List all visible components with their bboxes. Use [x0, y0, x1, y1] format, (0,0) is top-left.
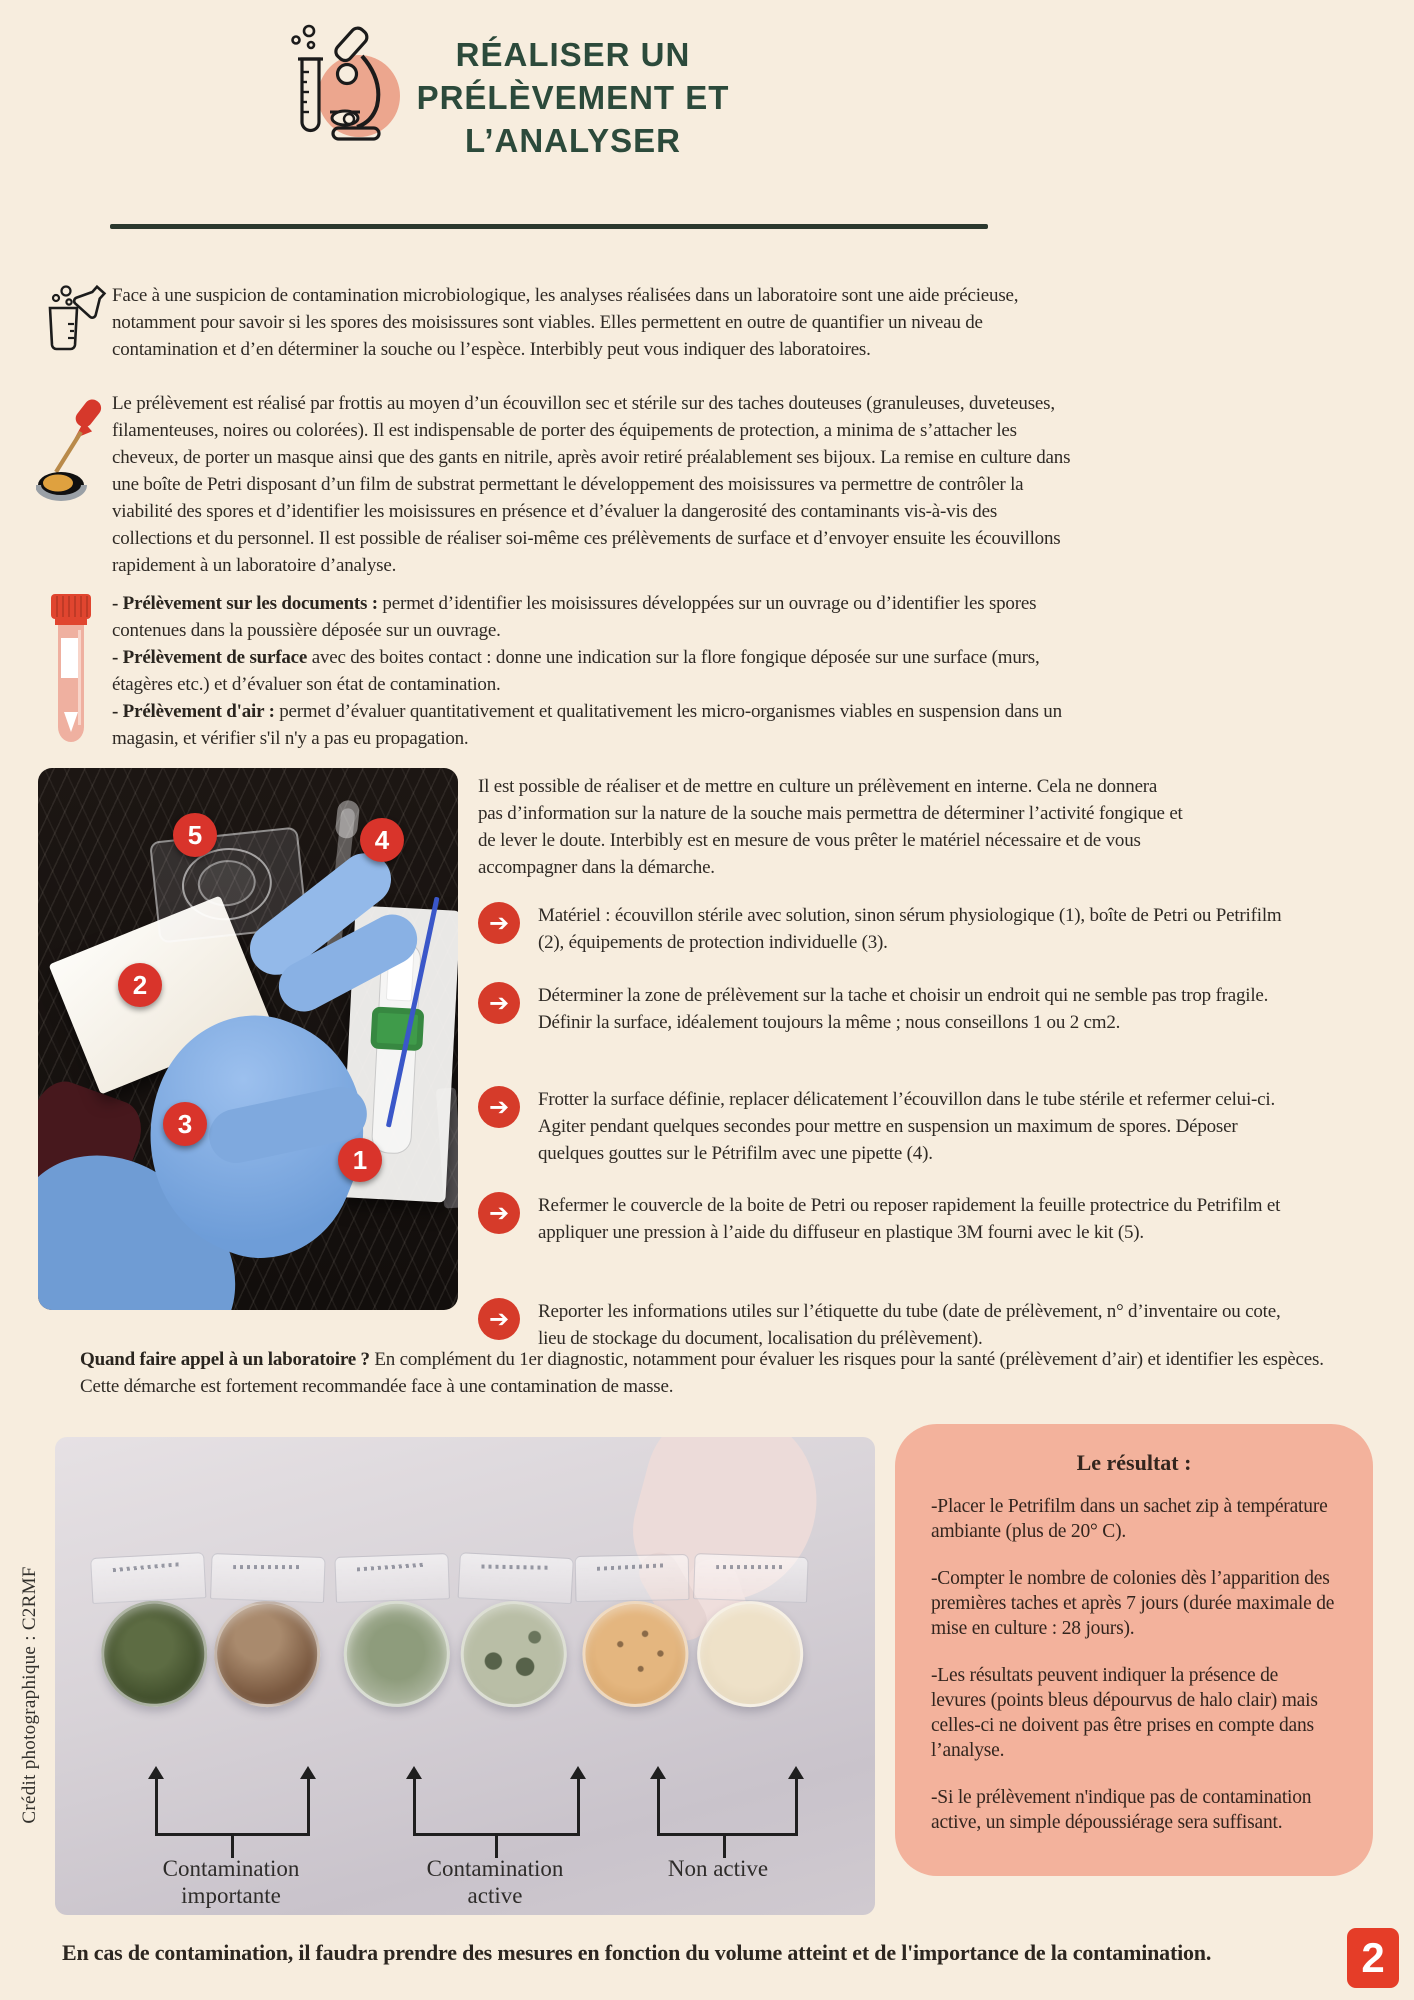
result-item: -Si le prélèvement n'indique pas de contamination active, un simple dépoussiérage sera suffisant. [931, 1787, 1312, 1833]
sampling-type-text: avec des boites contact : donne une indication sur la flore fongique déposée sur une surface (murs, étagères etc.) et d’évaluer son état de contamination. [112, 647, 1040, 695]
handwriting-marks [113, 1562, 183, 1572]
header-divider [110, 224, 988, 229]
petri-dish [204, 1553, 325, 1707]
dish-lid [693, 1553, 809, 1603]
petri-dish [88, 1552, 212, 1708]
up-arrow-icon [795, 1777, 798, 1833]
intro-paragraph-1: Face à une suspicion de contamination microbiologique, les analyses réalisées dans un laboratoire sont une aide précieuse, notamment pour savoir si les spores des moisissures sont viables. Elles permettent en outre de quantifier un niveau de contamination et d’en déterminer la souche ou l’espèce. Interbibly peut vous indiquer des laboratoires. [112, 285, 1019, 360]
procedure-intro: Il est possible de réaliser et de mettre en culture un prélèvement en interne. Cela ne donnera pas d’information sur la nature de la souche mais permettra de déterminer l’activité fongique et de lever le doute. Interbibly est en mesure de vous prêter le matériel nécessaire et de vous accompagner dans la démarche. [478, 776, 1183, 878]
sampling-type-lead: - Prélèvement d'air : [112, 701, 275, 722]
intro-paragraph-2: Le prélèvement est réalisé par frottis au moyen d’un écouvillon sec et stérile sur des taches douteuses (granuleuses, duveteuses, filamenteuses, noires ou colorées). Il est indispensable de porter des équipements de protection, a minima de s’attacher les cheveux, de porter un masque ainsi que des gants en nitrile, après avoir retiré préalablement ses bijoux. La remise en culture dans une boîte de Petri disposant d’un film de substrat permettant le développement des moisissures va permettre de contrôler la viabilité des spores et d’identifier les moisissures en présence et d’évaluer la dangerosité des contaminants vis-à-vis des collections et du personnel. Il est possible de réaliser soi-même ces prélèvements de surface et d’envoyer ensuite les écouvillons rapidement à un laboratoire d’analyse. [112, 393, 1071, 576]
handwriting-marks [357, 1563, 427, 1572]
step-text: Refermer le couvercle de la boite de Petri ou reposer rapidement la feuille protectrice du Petrifilm et appliquer une pression à l’aide du diffuseur en plastique 3M fourni avec le kit (5). [538, 1195, 1281, 1243]
sampling-types-list [112, 590, 1070, 752]
photo-marker-3: 3 [163, 1102, 207, 1146]
flask-beaker-icon [38, 284, 108, 354]
petri-dish [687, 1553, 808, 1707]
dish-culture [99, 1598, 210, 1709]
result-item: -Les résultats peuvent indiquer la présence de levures (points bleus dépourvus de halo clair) mais celles-ci ne doivent pas être prises en compte dans l’analyse. [931, 1665, 1318, 1761]
procedure-step [478, 1086, 1298, 1167]
dish-culture [458, 1598, 569, 1709]
photo-marker-2: 2 [118, 963, 162, 1007]
arrow-right-icon: ➔ [478, 982, 520, 1024]
arrow-right-icon: ➔ [478, 1086, 520, 1128]
handwriting-marks [482, 1565, 551, 1570]
dish-lid [334, 1553, 450, 1603]
page-title [408, 33, 738, 162]
green-cap [370, 1006, 424, 1051]
contamination-label: Contamination importante [162, 1856, 300, 1908]
dish-lid [575, 1554, 690, 1602]
up-arrow-icon [307, 1777, 310, 1833]
up-arrow-icon [657, 1777, 660, 1833]
photo-marker-4: 4 [360, 818, 404, 862]
procedure-step [478, 1298, 1298, 1352]
arrow-right-icon: ➔ [478, 1298, 520, 1340]
sampling-type-text: permet d’identifier les moisissures développées sur un ouvrage ou d’identifier les spores contenues dans la poussière déposée sur un ouvrage. [112, 593, 1037, 641]
result-box [895, 1424, 1373, 1876]
step-text: Reporter les informations utiles sur l’étiquette du tube (date de prélèvement, n° d’inventaire ou cote, lieu de stockage du document, localisation du prélèvement). [538, 1301, 1281, 1349]
contamination-label: Non active [667, 1856, 769, 1881]
sampling-type-lead: - Prélèvement sur les documents : [112, 593, 378, 614]
contamination-label: Contamination active [426, 1856, 564, 1908]
step-text: Matériel : écouvillon stérile avec solution, sinon sérum physiologique (1), boîte de Petri ou Petrifilm (2), équipements de protection individuelle (3). [538, 905, 1282, 953]
photo-marker-5: 5 [173, 813, 217, 857]
sampling-type-documents [112, 590, 1070, 644]
page-title-line: PRÉLÈVEMENT ET [416, 79, 730, 116]
arrow-right-icon: ➔ [478, 902, 520, 944]
handwriting-marks [597, 1563, 667, 1571]
dish-lid [210, 1553, 326, 1603]
dish-culture [342, 1599, 452, 1709]
dish-lid [458, 1552, 574, 1604]
photo-marker-1: 1 [338, 1138, 382, 1182]
bracket-line [657, 1833, 798, 1836]
footer-note: En cas de contamination, il faudra prendre des mesures en fonction du volume atteint et de l'importance de la contamination. [62, 1940, 1212, 1965]
dish-culture [212, 1599, 322, 1709]
petri-dish [573, 1554, 692, 1706]
petri-dish [332, 1553, 453, 1707]
dish-culture [582, 1600, 690, 1708]
sampling-type-air [112, 698, 1070, 752]
result-item: -Placer le Petrifilm dans un sachet zip à température ambiante (plus de 20° C). [931, 1496, 1328, 1542]
laboratory-paragraph [80, 1346, 1355, 1400]
dish-culture [695, 1599, 805, 1709]
up-arrow-icon [413, 1777, 416, 1833]
page-title-line: L’ANALYSER [465, 122, 681, 159]
handwriting-marks [716, 1565, 785, 1569]
step-text: Frotter la surface définie, replacer délicatement l’écouvillon dans le tube stérile et refermer celui-ci. Agiter pendant quelques secondes pour mettre en suspension un maximum de spores. Déposer quelques gouttes sur le Pétrifilm avec une pipette (4). [538, 1089, 1276, 1164]
result-item: -Compter le nombre de colonies dès l’apparition des premières taches et après 7 jours (durée maximale de mise en culture : 28 jours). [931, 1568, 1335, 1639]
laboratory-text: En complément du 1er diagnostic, notamment pour évaluer les risques pour la santé (prélèvement d’air) et identifier les espèces. Cette démarche est fortement recommandée face à une contamination de masse. [80, 1349, 1324, 1397]
sampling-type-text: permet d’évaluer quantitativement et qualitativement les micro-organismes viables en suspension dans un magasin, et vérifier s'il n'y a pas eu propagation. [112, 701, 1062, 749]
up-arrow-icon [577, 1777, 580, 1833]
page-title-line: RÉALISER UN [455, 36, 691, 73]
microscope-testtube-icon [283, 22, 405, 146]
result-box-title: Le résultat : [1076, 1450, 1192, 1475]
dropper-dish-icon [36, 396, 108, 520]
up-arrow-icon [155, 1777, 158, 1833]
procedure-step [478, 902, 1298, 956]
culture-results-photo [55, 1437, 875, 1915]
petri-dish [450, 1552, 574, 1708]
step-text: Déterminer la zone de prélèvement sur la tache et choisir un endroit qui ne semble pas trop fragile. Définir la surface, idéalement toujours la même ; nous conseillons 1 ou 2 cm2. [538, 985, 1269, 1033]
dish-lid [90, 1552, 206, 1604]
handwriting-marks [233, 1565, 302, 1569]
laboratory-question: Quand faire appel à un laboratoire ? [80, 1349, 370, 1370]
sampling-kit-photo [38, 768, 458, 1310]
sampling-type-surface [112, 644, 1070, 698]
photo-credit: Crédit photographique : C2RMF [19, 1566, 40, 1824]
sampling-type-lead: - Prélèvement de surface [112, 647, 308, 668]
sample-tube-icon [44, 590, 98, 746]
procedure-step [478, 982, 1298, 1036]
procedure-step [478, 1192, 1298, 1246]
arrow-right-icon: ➔ [478, 1192, 520, 1234]
page-number-badge: 2 [1347, 1928, 1399, 1988]
